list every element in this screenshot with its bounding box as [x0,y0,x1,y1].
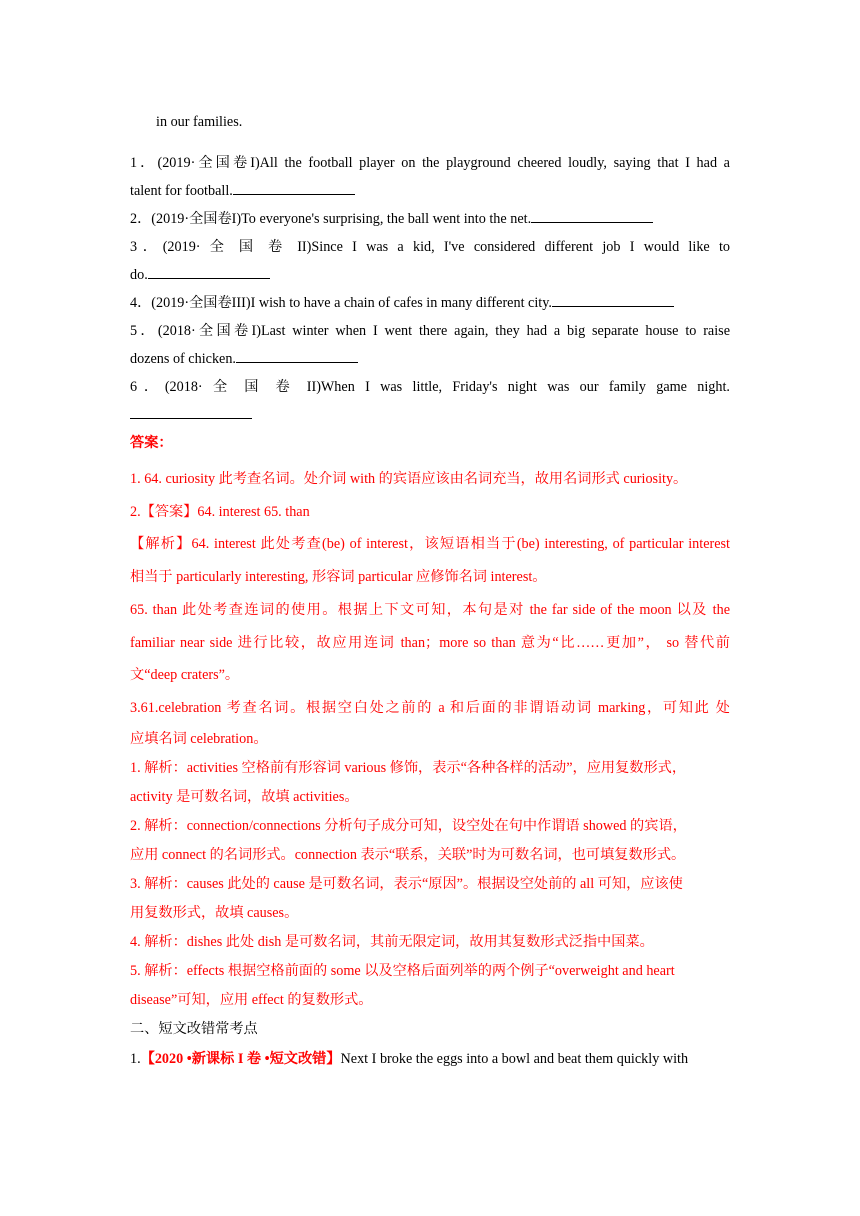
answer-line: 3.61.celebration 考查名词。根据空白处之前的 a 和后面的非谓语动词 marking，可知此 处 [130,699,730,716]
question-5: 5．(2018·全国卷I)Last winter when I went there again, they had a big separate house to raise dozens of chicken. [130,323,730,367]
answer-blank[interactable] [130,404,252,419]
answer-block [130,463,730,1015]
answer-line: 用复数形式，故填 causes。 [130,904,299,921]
question-4: 4．(2019·全国卷III)I wish to have a chain of cafes in many different city. [130,289,730,317]
answer-line: 4. 解析：dishes 此处 dish 是可数名词，其前无限定词，故用其复数形式泛指中国菜。 [130,933,654,950]
intro-line: in our families. [156,114,243,130]
answer-line: 1. 解析：activities 空格前有形容词 various 修饰，表示“各种各样的活动”，应用复数形式， [130,759,687,776]
answer-blank[interactable] [148,264,270,279]
answer-line: activity 是可数名词，故填 activities。 [130,788,359,805]
answer-blank[interactable] [233,180,355,195]
answer-line: 应用 connect 的名词形式。connection 表示“联系，关联”时为可数名词，也可填复数形式。 [130,846,686,863]
answer-line: 3. 解析：causes 此处的 cause 是可数名词，表示“原因”。根据设空处前的 all 可知，应该使 [130,875,683,892]
answer-line: 文“deep craters”。 [130,667,240,684]
answer-line: 65. than 此处考查连词的使用。根据上下文可知，本句是对 the far side of the moon 以及 the [130,601,730,618]
answer-line: 1. 64. curiosity 此考查名词。处介词 with 的宾语应该由名词充当，故用名词形式 curiosity。 [130,471,688,487]
question-6: 6．(2018· 全 国 卷 II)When I was little, Friday's night was our family game night. [130,373,730,429]
answer-line: familiar near side 进行比较，故应用连词 than；more so than 意为“比……更加”， so 替代前 [130,634,730,651]
final-question: 1.【2020 •新课标 I 卷 •短文改错】Next I broke the eggs into a bowl and beat them quickly with [130,1050,689,1067]
question-3: 3．(2019· 全 国 卷 II)Since I was a kid, I've considered different job I would like to do. [130,239,730,283]
section-heading: 二、短文改错常考点 [130,1020,258,1037]
question-1: 1．(2019·全国卷I)All the football player on the playground cheered loudly, saying that I had a talent for football. [130,155,730,199]
answer-blank[interactable] [236,348,358,363]
document-body [130,108,730,1074]
answer-line: 相当于 particularly interesting, 形容词 particular 应修饰名词 interest。 [130,569,547,586]
answer-blank[interactable] [552,292,674,307]
answer-line: 2.【答案】64. interest 65. than [130,503,310,520]
answer-line: 5. 解析：effects 根据空格前面的 some 以及空格后面列举的两个例子“overweight and heart [130,962,675,979]
answer-line: disease”可知，应用 effect 的复数形式。 [130,991,373,1008]
answer-line: 应填名词 celebration。 [130,730,268,747]
answer-line: 2. 解析：connection/connections 分析句子成分可知，设空处在句中作谓语 showed 的宾语， [130,817,687,834]
answer-line: 【解析】64. interest 此处考查(be) of interest，该短语相当于(be) interesting, of particular interest [130,536,730,553]
question-2: 2．(2019·全国卷I)To everyone's surprising, the ball went into the net. [130,205,730,233]
answer-blank[interactable] [531,208,653,223]
answer-heading: 答案： [130,435,173,451]
